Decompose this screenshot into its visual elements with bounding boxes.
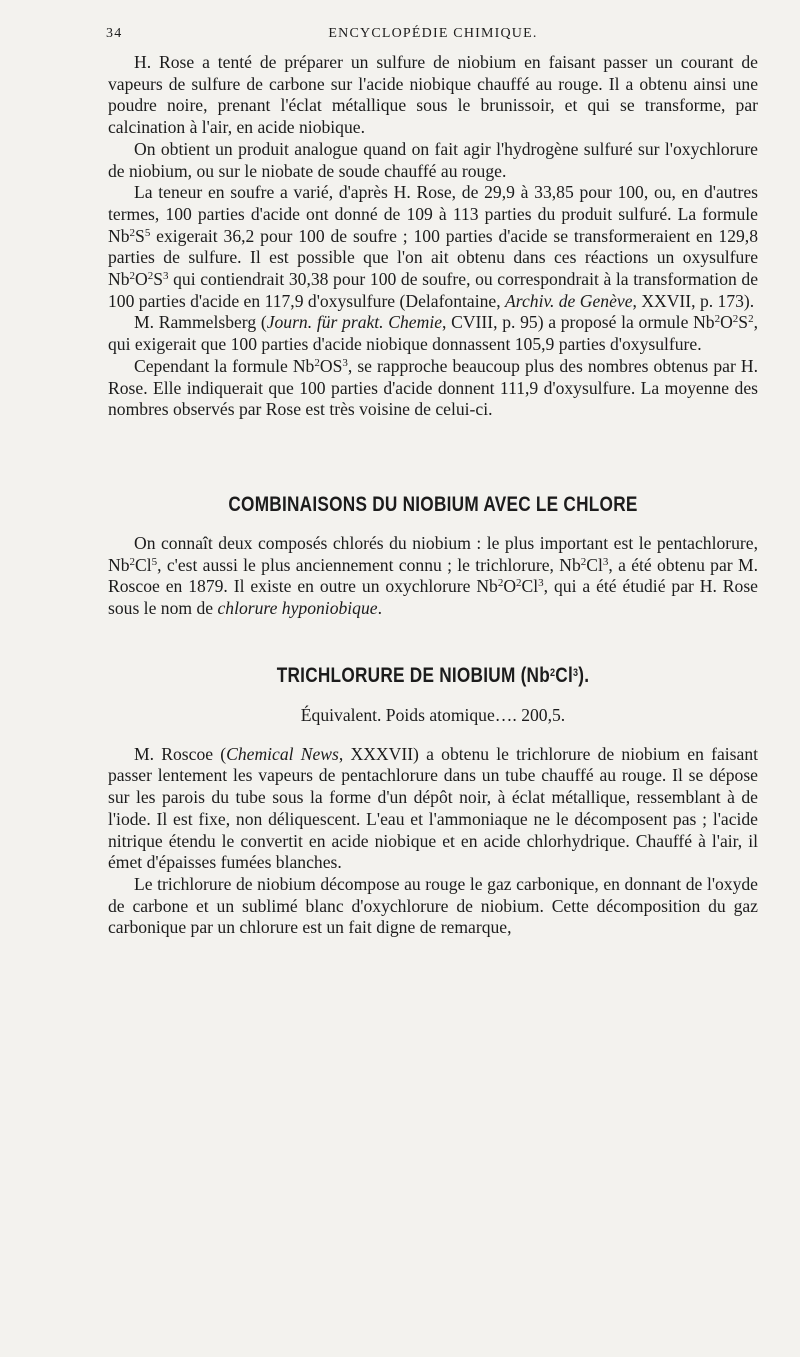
running-head (108, 26, 758, 52)
paragraph-roscoe: M. Roscoe (Chemical News, XXXVII) a obtenu le trichlorure de niobium en faisant passer lentement les vapeurs de pentachlorure dans un tube chauffé au rouge. Il se dépose sur les parois du tube sous la forme d'un dépôt noir, à éclat métallique, ressemblant à de l'iode. Il est fixe, non déliquescent. L'eau et l'ammoniaque ne le décomposent pas ; l'acide nitrique étendu le convertit en acide niobique et en acide chlorhydrique. Chauffé à l'air, il émet d'épaisses fumées blanches. (108, 743, 759, 873)
body-text (108, 52, 758, 939)
section-title-trichlorure: TRICHLORURE DE NIOBIUM (Nb$^2$Cl$^3$). (276, 663, 590, 687)
equivalent-label: Équivalent. Poids atomique…. (300, 704, 517, 725)
equivalent-line (108, 704, 758, 726)
equivalent-value: 200,5. (521, 704, 566, 725)
paragraph-formule-oxysulfure: Cependant la formule $Nb^2OS^3$, se rapproche beaucoup plus des nombres obtenus par H. Rose. Elle indiquerait que 100 parties d'acide donnent 111,9 d'oxysulfure. La moyenne des nombres observés par Rose est très voisine de celui-ci. (108, 355, 758, 420)
page-number: 34 (106, 26, 123, 41)
paragraph-hydrogene-sulfure: On obtient un produit analogue quand on fait agir l'hydrogène sulfuré sur l'oxychlorure de niobium, ou sur le niobate de soude chauffé au rouge. (108, 138, 758, 181)
section-title-chlore: COMBINAISONS DU NIOBIUM AVEC LE CHLORE (228, 492, 638, 516)
paragraph-gaz-carbonique: Le trichlorure de niobium décompose au rouge le gaz carbonique, en donnant de l'oxyde de carbone et un sublimé blanc d'oxychlorure de niobium. Cette décomposition du gaz carbonique par un chlorure est un fait digne de remarque, (108, 873, 758, 938)
paragraph-teneur-soufre: La teneur en soufre a varié, d'après H. Rose, de 29,9 à 33,85 pour 100, ou, en d'autres termes, 100 parties d'acide ont donné de 109 à 113 parties du produit sulfuré. La formule $Nb^2S^5$ exigerait 36,2 pour 100 de soufre ; 100 parties d'acide se transformeraient en 129,8 parties de sulfure. Il est possible que l'on ait obtenu dans ces réactions un oxysulfure $Nb^2O^2S^3$ qui contiendrait 30,38 pour 100 de soufre, ou correspondrait à la transformation de 100 parties d'acide en 117,9 d'oxysulfure (Delafontaine, Archiv. de Genève, XXVII, p. 173). (108, 182, 758, 311)
paragraph-composes-chlores: On connaît deux composés chlorés du niobium : le plus important est le pentachlorure, Nb$^2$Cl$^5$, c'est aussi le plus anciennement connu ; le trichlorure, Nb$^2$Cl$^3$, a été obtenu par M. Roscoe en 1879. Il existe en outre un oxychlorure $Nb^2O^2Cl^3$, qui a été étudié par H. Rose sous le nom de chlorure hyponiobique. (108, 532, 758, 619)
paragraph-rammelsberg: M. Rammelsberg (Journ. für prakt. Chemie, CVIII, p. 95) a proposé la ormule $Nb^2O^2S^2$, qui exigerait que 100 parties d'acide niobique donnassent 105,9 parties d'oxysulfure. (108, 312, 758, 355)
paragraph-rose-sulfure: H. Rose a tenté de préparer un sulfure de niobium en faisant passer un courant de vapeurs de sulfure de carbone sur l'acide niobique chauffé au rouge. Il a obtenu ainsi une poudre noire, prenant l'éclat métallique sous le brunissoir, et qui se transforme, par calcination à l'air, en acide niobique. (108, 52, 758, 138)
running-title: ENCYCLOPÉDIE CHIMIQUE. (328, 26, 538, 41)
